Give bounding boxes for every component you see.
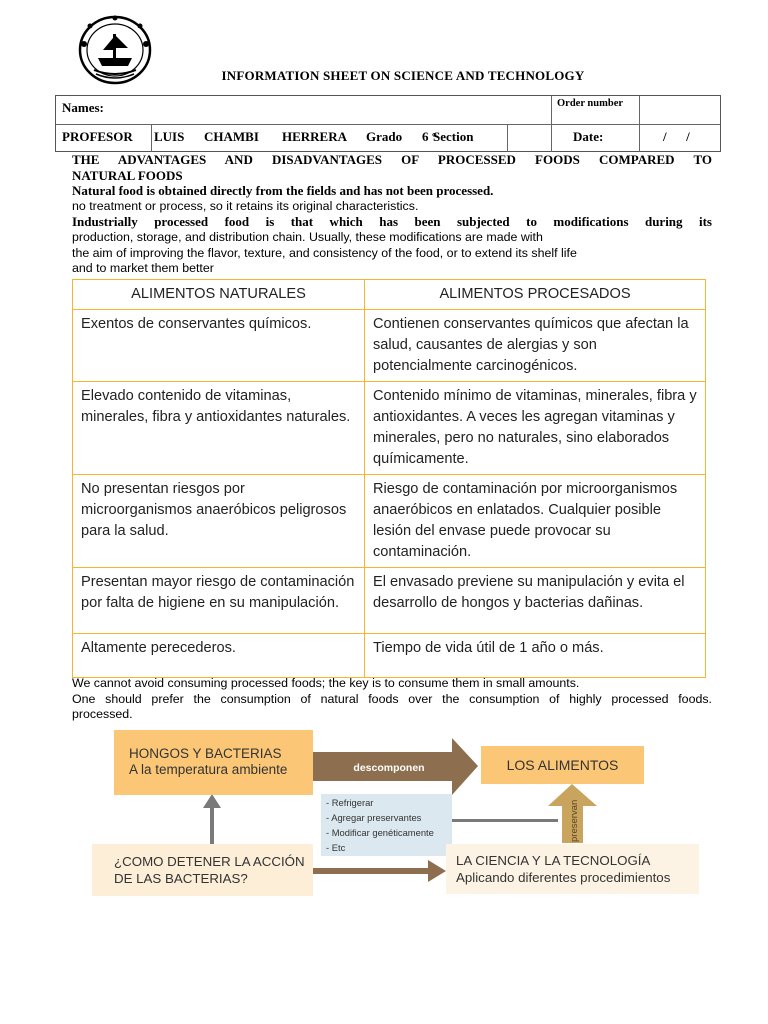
teacher-first-name: LUIS xyxy=(154,129,185,144)
hongos-line2: A la temperatura ambiente xyxy=(129,762,288,777)
ciencia-box xyxy=(446,844,699,894)
natural-definition: Natural food is obtained directly from the fields and has not been processed. xyxy=(72,183,494,199)
methods-list xyxy=(321,794,452,856)
table-cell: Elevado contenido de vitaminas, minerales, fibra y antioxidantes naturales. xyxy=(73,382,365,475)
intro-heading-line1: THE ADVANTAGES AND DISADVANTAGES OF PROCESSED FOODS COMPARED TO xyxy=(72,152,712,167)
intro-heading-line2: NATURAL FOODS xyxy=(72,167,183,183)
conclusion-line2: One should prefer the consumption of natural foods over the consumption of highly processed foods. xyxy=(72,691,712,706)
header-processed: ALIMENTOS PROCESADOS xyxy=(365,280,706,310)
header-natural: ALIMENTOS NATURALES xyxy=(73,280,365,310)
alimentos-box: LOS ALIMENTOS xyxy=(481,746,644,784)
conclusion-line1: We cannot avoid consuming processed foods; the key is to consume them in small amounts. xyxy=(72,676,580,690)
table-cell: Presentan mayor riesgo de contaminación por falta de higiene en su manipulación. xyxy=(73,568,365,634)
ciencia-line1: LA CIENCIA Y LA TECNOLOGÍA xyxy=(456,853,651,868)
date-value: / / xyxy=(663,129,690,144)
processed-text-2: the aim of improving the flavor, texture, and consistency of the food, or to extend its shelf life xyxy=(72,245,577,260)
list-item: - Etc xyxy=(326,842,346,853)
descomponen-label: descomponen xyxy=(353,762,425,774)
teacher-last-name-2: HERRERA xyxy=(282,129,348,144)
hongos-box xyxy=(114,730,313,795)
date-label: Date: xyxy=(573,129,604,144)
table-cell: Contenido mínimo de vitaminas, minerales, fibra y antioxidantes. A veces les agregan vitaminas y minerales, pero no naturales, sino elaborados químicamente. xyxy=(365,382,706,475)
grado-label: Grado xyxy=(366,129,403,144)
table-cell: Tiempo de vida útil de 1 año o más. xyxy=(365,634,706,678)
como-detener-box xyxy=(92,844,313,896)
list-item: - Agregar preservantes xyxy=(326,812,422,823)
sheet-title: INFORMATION SHEET ON SCIENCE AND TECHNOLOGY xyxy=(221,68,585,83)
list-item: - Modificar genéticamente xyxy=(326,827,434,838)
processed-text-3: and to market them better xyxy=(72,261,214,276)
natural-text: no treatment or process, so it retains its original characteristics. xyxy=(72,198,419,213)
table-cell: El envasado previene su manipulación y evita el desarrollo de hongos y bacterias dañinas. xyxy=(365,568,706,634)
processed-text-1: production, storage, and distribution chain. Usually, these modifications are made with xyxy=(72,229,543,244)
table-cell: Altamente perecederos. xyxy=(73,634,365,678)
grado-value: 6 ° xyxy=(422,129,437,144)
section-label: Section xyxy=(433,129,474,144)
hongos-line1: HONGOS Y BACTERIAS xyxy=(129,746,282,761)
table-cell: Contienen conservantes químicos que afectan la salud, causantes de alergias y son potencialmente carcinogénicos. xyxy=(365,310,706,382)
profesor-label: PROFESOR xyxy=(62,129,133,144)
como-line1: ¿COMO DETENER LA ACCIÓN xyxy=(114,854,305,869)
order-number-label: Order number xyxy=(557,98,624,109)
list-item: - Refrigerar xyxy=(326,797,374,808)
como-line2: DE LAS BACTERIAS? xyxy=(114,871,248,886)
table-cell: Riesgo de contaminación por microorganismos anaeróbicos en enlatados. Cualquier posible lesión del envase puede provocar su contaminación. xyxy=(365,475,706,568)
conclusion-line3: processed. xyxy=(72,707,133,722)
preservan-label: preservan xyxy=(569,799,580,842)
processed-definition: Industrially processed food is that which has been subjected to modifications during its xyxy=(72,214,712,230)
ciencia-line2: Aplicando diferentes procedimientos xyxy=(456,870,671,885)
table-cell: No presentan riesgos por microorganismos anaeróbicos peligrosos para la salud. xyxy=(73,475,365,568)
table-cell: Exentos de conservantes químicos. xyxy=(73,310,365,382)
teacher-last-name-1: CHAMBI xyxy=(204,129,259,144)
names-label: Names: xyxy=(62,100,104,115)
